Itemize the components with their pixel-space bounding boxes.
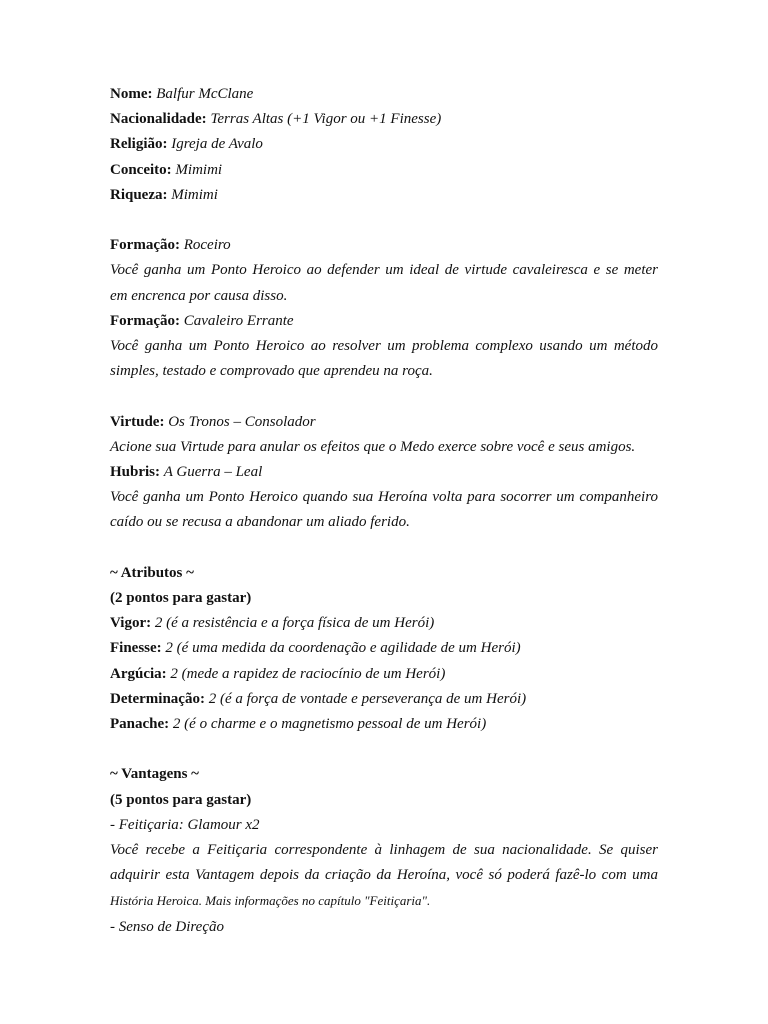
background-desc-text: Você ganha um Ponto Heroico ao defender um ideal de virtude cavaleiresca e se meter [110,262,658,279]
advantages-heading [110,762,658,787]
hubris-label: Hubris: [110,464,161,481]
spacer [110,536,658,561]
background-desc-text: simples, testado e comprovado que aprendeu na roça. [110,363,433,380]
attributes-points-text: (2 pontos para gastar) [110,590,252,607]
advantage-desc-text: Você recebe a Feitiçaria correspondente à linhagem de sua nacionalidade. Se quiser [110,842,658,859]
concept-label: Conceito: [110,161,172,178]
attribute-value: 2 (é a resistência e a força física de um Herói) [154,615,435,632]
attributes-heading [110,561,658,586]
attribute-row-determinacao [110,687,658,712]
attribute-label: Panache: [110,716,170,733]
concept-value: Mimimi [175,161,223,178]
attribute-row-arguicia [110,662,658,687]
name-label: Nome: [110,86,153,102]
background-value: Cavaleiro Errante [183,312,294,329]
advantage-desc-b [110,863,658,888]
advantage-desc-a [110,838,658,863]
background-desc-1b [110,284,658,309]
nationality-row [110,107,658,132]
background-desc-text: em encrenca por causa disso. [110,287,288,304]
attribute-value: 2 (é a força de vontade e perseverança de um Herói) [208,690,527,707]
virtue-value: Os Tronos – Consolador [168,413,316,430]
background-label: Formação: [110,237,180,254]
advantage-item-text: - Feitiçaria: Glamour x2 [110,816,260,833]
attribute-label: Finesse: [110,640,162,657]
virtue-label: Virtude: [110,413,165,430]
background-desc-text: Você ganha um Ponto Heroico ao resolver um problema complexo usando um método [110,338,658,355]
attribute-row-panache [110,712,658,737]
background-row-1 [110,233,658,258]
religion-row [110,132,658,157]
nationality-value: Terras Altas (+1 Vigor ou +1 Finesse) [210,111,442,128]
background-label: Formação: [110,312,180,329]
virtue-desc-text: Acione sua Virtude para anular os efeitos que o Medo exerce sobre você e seus amigos. [110,438,636,455]
spacer [110,208,658,233]
character-sheet [110,82,658,940]
advantage-desc-text: adquirir esta Vantagem depois da criação da Heroína, você só poderá fazê-lo com uma [110,867,658,884]
advantages-points [110,788,658,813]
advantage-item-senso [110,915,658,940]
religion-label: Religião: [110,136,168,153]
background-value: Roceiro [183,237,231,254]
spacer [110,384,658,409]
attribute-value: 2 (mede a rapidez de raciocínio de um Herói) [170,665,446,682]
attribute-label: Argúcia: [110,665,167,682]
hubris-desc-a [110,485,658,510]
attribute-value: 2 (é uma medida da coordenação e agilidade de um Herói) [165,640,521,657]
name-row [110,82,658,107]
wealth-value: Mimimi [171,186,218,203]
religion-value: Igreja de Avalo [171,136,263,153]
attributes-heading-text: ~ Atributos ~ [110,564,194,581]
background-desc-2a [110,334,658,359]
attribute-label: Vigor: [110,615,152,632]
virtue-row [110,410,658,435]
advantages-points-text: (5 pontos para gastar) [110,791,252,808]
background-desc-2b [110,359,658,384]
advantage-desc-c [110,888,658,914]
attribute-row-finesse [110,636,658,661]
background-row-2 [110,309,658,334]
advantage-item-feiticaria [110,813,658,838]
attribute-value: 2 (é o charme e o magnetismo pessoal de um Herói) [172,716,487,733]
attributes-points [110,586,658,611]
background-desc-1a [110,258,658,283]
advantage-item-text: - Senso de Direção [110,918,224,935]
hubris-desc-b [110,510,658,535]
advantages-heading-text: ~ Vantagens ~ [110,766,199,783]
hubris-desc-text: Você ganha um Ponto Heroico quando sua Heroína volta para socorrer um companheiro [110,489,658,506]
advantage-desc-text: História Heroica. Mais informações no capítulo "Feitiçaria". [110,893,431,909]
virtue-desc [110,435,658,460]
hubris-row [110,460,658,485]
spacer [110,737,658,762]
wealth-row [110,183,658,208]
hubris-value: A Guerra – Leal [163,464,263,481]
wealth-label: Riqueza: [110,186,168,203]
attribute-label: Determinação: [110,690,205,707]
attribute-row-vigor [110,611,658,636]
name-value: Balfur McClane [156,86,254,102]
nationality-label: Nacionalidade: [110,111,207,128]
hubris-desc-text: caído ou se recusa a abandonar um aliado ferido. [110,514,410,531]
concept-row [110,158,658,183]
